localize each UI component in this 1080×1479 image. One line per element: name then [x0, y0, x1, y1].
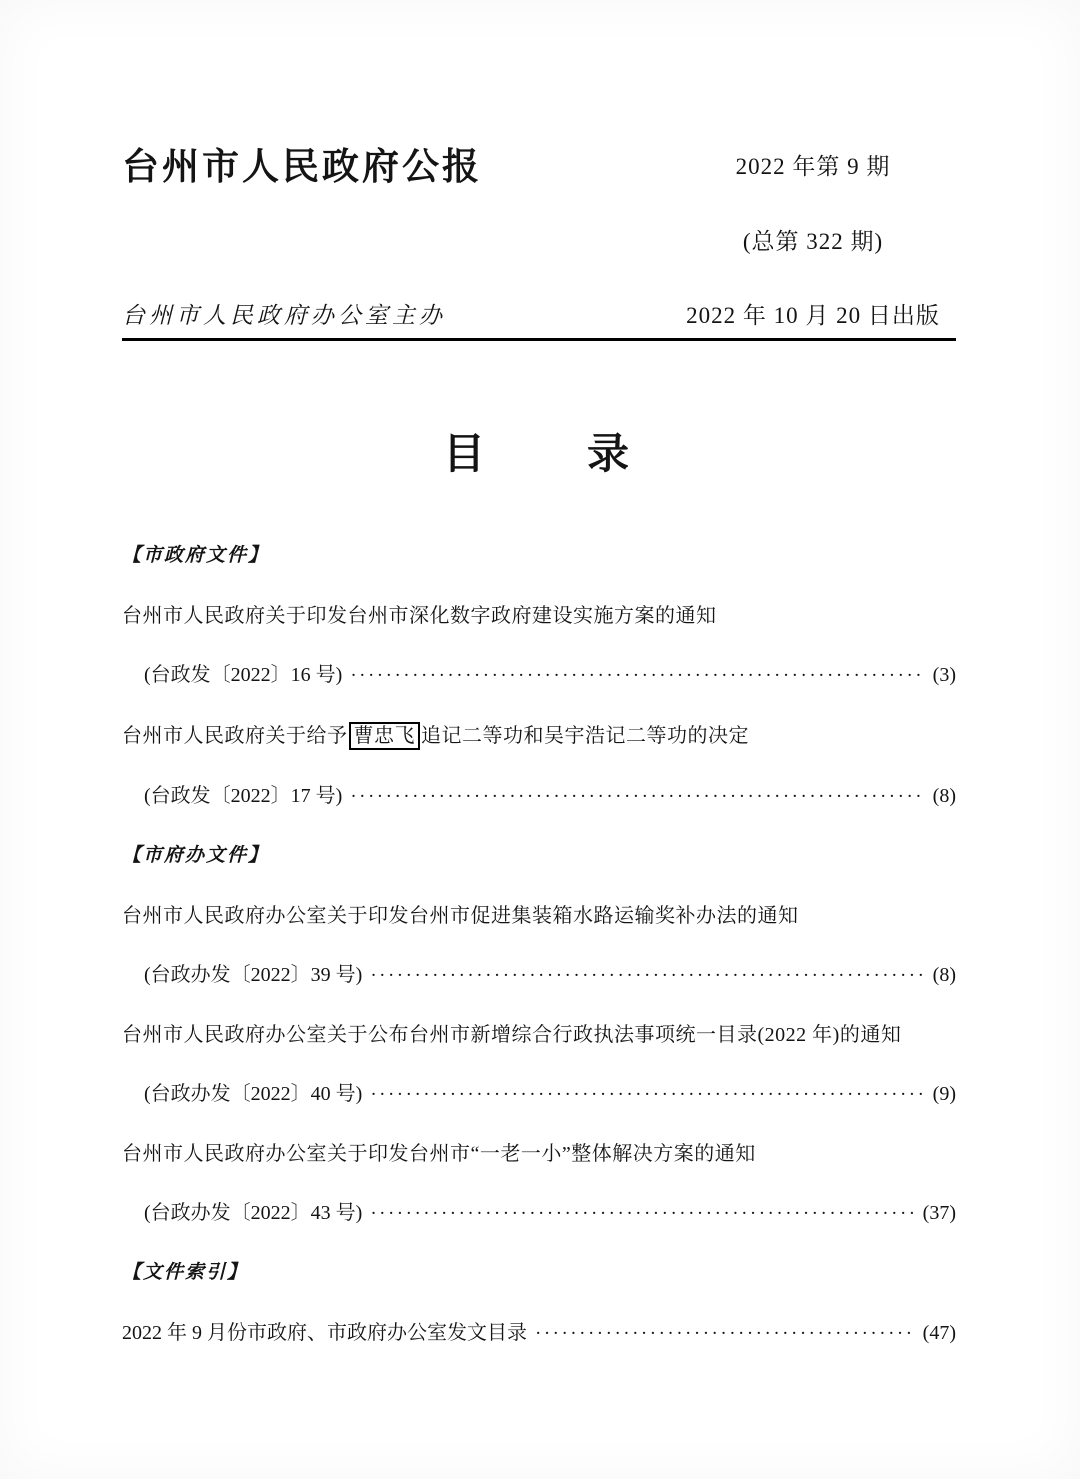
- toc-entry: [122, 1141, 956, 1227]
- gazette-title: 台州市人民政府公报: [122, 147, 482, 188]
- title-text: 台州市人民政府关于给予: [122, 725, 348, 747]
- index-entry: [122, 1320, 956, 1347]
- publish-date: 2022 年 10 月 20 日出版: [686, 303, 940, 328]
- toc-entry: [122, 722, 956, 810]
- title-text: 追记二等功和吴宇浩记二等功的决定: [421, 725, 749, 747]
- index-title: 2022 年 9 月份市政府、市政府办公室发文目录: [122, 1322, 527, 1344]
- page-number: (47): [922, 1322, 956, 1344]
- masthead-rule: [122, 338, 956, 341]
- page-number: (37): [922, 1202, 956, 1224]
- document-title: 台州市人民政府关于印发台州市深化数字政府建设实施方案的通知: [122, 605, 717, 627]
- page-number: (3): [932, 664, 956, 686]
- total-issue-number: (总第 322 期): [742, 228, 884, 254]
- dot-leader: [370, 963, 924, 989]
- boxed-name: 曹忠飞: [349, 722, 421, 750]
- document-ref-line: [122, 1200, 956, 1227]
- toc-title: 目 录: [442, 432, 635, 478]
- section-header: 【文件索引】: [122, 1262, 249, 1283]
- issue-number: 2022 年第 9 期: [735, 154, 891, 179]
- dot-leader: [370, 1201, 914, 1227]
- page-number: (8): [932, 785, 956, 807]
- document-ref-line: [122, 962, 956, 989]
- document-ref-number: (台政办发〔2022〕43 号): [144, 1202, 363, 1224]
- document-title: 台州市人民政府办公室关于公布台州市新增综合行政执法事项统一目录(2022 年)的通知: [122, 1024, 902, 1046]
- toc-entry: [122, 1022, 956, 1108]
- document-title: [122, 722, 956, 750]
- toc-entry: [122, 603, 956, 689]
- document-ref-number: (台政办发〔2022〕39 号): [144, 964, 363, 986]
- page-number: (8): [932, 964, 956, 986]
- organizer-line: 台州市人民政府办公室主办: [122, 303, 446, 328]
- document-ref-number: (台政办发〔2022〕40 号): [144, 1083, 363, 1105]
- document-ref-line: [122, 1081, 956, 1108]
- section-header: 【市政府文件】: [122, 545, 270, 566]
- dot-leader: [350, 784, 924, 810]
- dot-leader: [350, 663, 924, 689]
- document-ref-line: [122, 662, 956, 689]
- document-title: 台州市人民政府办公室关于印发台州市促进集装箱水路运输奖补办法的通知: [122, 905, 799, 927]
- document-title: 台州市人民政府办公室关于印发台州市“一老一小”整体解决方案的通知: [122, 1143, 756, 1165]
- section-header: 【市府办文件】: [122, 845, 270, 866]
- section-city-gov-documents: [122, 543, 956, 810]
- masthead-left: [122, 148, 482, 338]
- dot-leader: [535, 1321, 915, 1347]
- document-ref-number: (台政发〔2022〕17 号): [144, 785, 343, 807]
- page-number: (9): [932, 1083, 956, 1105]
- document-ref-line: [122, 783, 956, 810]
- section-document-index: [122, 1260, 956, 1347]
- section-city-gov-office-documents: [122, 843, 956, 1227]
- toc-entry: [122, 903, 956, 989]
- document-ref-number: (台政发〔2022〕16 号): [144, 664, 343, 686]
- masthead: [122, 148, 956, 338]
- dot-leader: [370, 1082, 924, 1108]
- masthead-right: [670, 148, 956, 338]
